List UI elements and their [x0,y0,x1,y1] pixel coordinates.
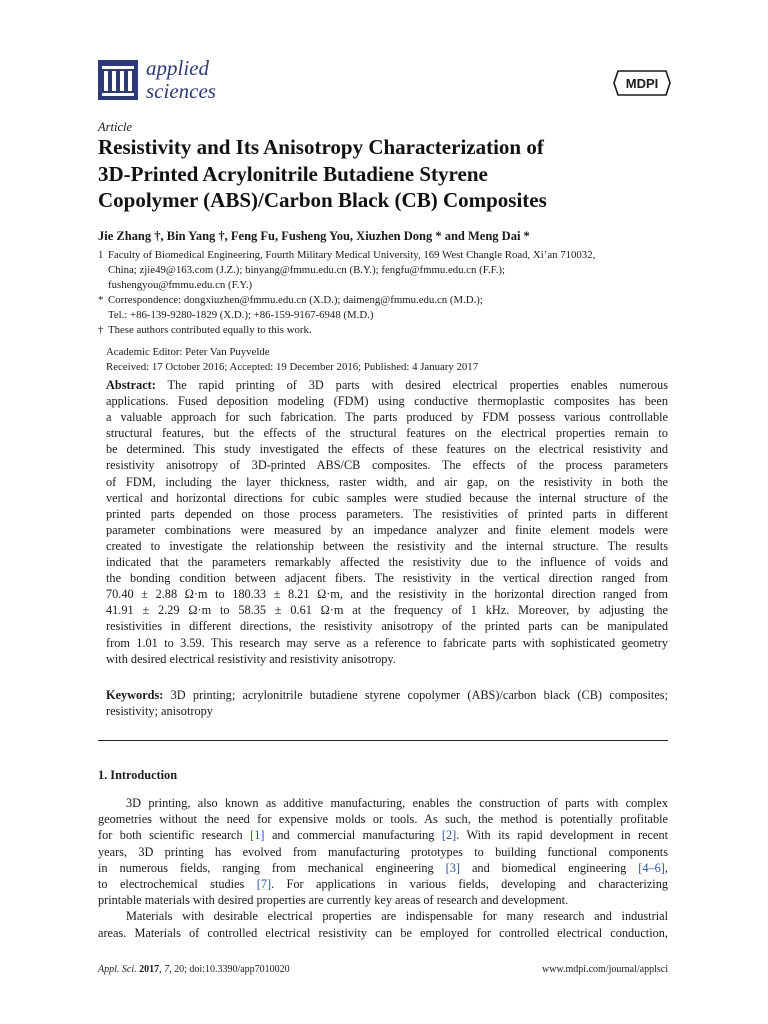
title-line: Resistivity and Its Anisotropy Characterization of [98,135,544,159]
abstract-line: from 1.01 to 3.59. This research may serve as a reference to fabricate parts with sophisticated geometry [106,635,668,650]
mdpi-logo-text: MDPI [625,76,659,91]
affiliation-line: fushengyou@fmmu.edu.cn (F.Y.) [108,279,253,291]
paragraph-line: printable materials with desired properties are currently key areas of research and development. [98,893,569,908]
abstract-line: the bonding condition between adjacent fibers. The resistivity in the vertical direction ranged from [106,571,668,586]
building-icon [98,60,138,100]
abstract [106,377,668,667]
text-run: for both scientific research [98,828,251,843]
abstract-line: 70.40 ± 2.88 Ω·m to 180.33 ± 8.21 Ω·m, and the resistivity in the horizontal direction ranged from [106,587,668,602]
abstract-line: parameter combinations were measured by an impedance analyzer and finite element models were [106,522,668,537]
journal-name-line2: sciences [146,79,216,103]
keywords-label: Keywords: [106,688,164,702]
text-run: to electrochemical studies [98,877,257,892]
introduction-body [98,795,668,941]
dagger-mark: † [98,324,104,336]
text-run: and biomedical engineering [460,860,639,875]
affiliation-1 [98,248,678,293]
paragraph-line: Materials with desirable electrical properties are indispensable for many research and industrial [126,909,668,924]
mdpi-logo-mark [612,69,672,97]
publication-dates: Received: 17 October 2016; Accepted: 19 December 2016; Published: 4 January 2017 [106,361,479,373]
abstract-line [106,377,668,393]
text-run: , [664,860,668,875]
citation-link[interactable]: [4–6] [638,860,665,875]
journal-abbrev: Appl. Sci. [98,964,137,975]
paragraph-line: areas. Materials of controlled electrical resistivity can be employed for controlled electrical conduction, [98,925,668,940]
title-line: 3D-Printed Acrylonitrile Butadiene Styrene [98,161,488,186]
abstract-line: vertical and horizontal directions for cubic samples were studied because the internal structure of the [106,490,668,505]
paragraph-line [98,827,668,843]
paragraph-line [98,860,668,876]
paragraph-line: years, 3D printing has evolved from manufacturing prototypes to building functional components [98,844,668,859]
keywords [106,687,668,719]
footer-doi: , 20; doi:10.3390/app7010020 [169,964,290,975]
section-divider [98,740,668,741]
citation-link[interactable]: [7] [256,877,272,892]
correspondence [98,293,678,323]
academic-editor: Academic Editor: Peter Van Puyvelde [106,346,270,358]
abstract-line: a valuable approach for such fabrication. The parts produced by FDM possess various controllable [106,410,668,425]
text-run: . For applications in various fields, developing and characterizing [271,877,668,892]
affiliation-number: 1 [98,249,104,261]
journal-logo[interactable] [98,57,248,107]
citation-link[interactable]: [2] [441,828,457,843]
paragraph-line: geometries without the need for expensive molds or tools. As such, the method is potentially profitable [98,812,668,827]
text-run: in numerous fields, ranging from mechanical engineering [98,860,446,875]
publisher-logo[interactable] [612,69,672,97]
footer-citation: Appl. Sci. 2017, 7, 20; doi:10.3390/app7010020 [98,964,290,975]
section-heading: 1. Introduction [98,768,178,782]
journal-name [146,57,216,103]
abstract-line: of FDM, including the layer thickness, raster width, and air gap, on the resistivity in both the [106,474,668,489]
abstract-line: structural features, but the effects of the structural features on the electrical properties remain to [106,426,668,441]
footer-volume: 7 [164,964,170,975]
abstract-line: 41.91 ± 2.29 Ω·m to 58.35 ± 0.61 Ω·m at the frequency of 1 kHz. Moreover, by adjusting the [106,603,668,618]
abstract-text: The rapid printing of 3D parts with desired electrical properties enables numerous [167,378,668,392]
keywords-text: 3D printing; acrylonitrile butadiene styrene copolymer (ABS)/carbon black (CB) composites; [170,688,668,702]
keywords-line: resistivity; anisotropy [106,704,213,719]
affiliations [98,248,678,338]
correspondence-line: Tel.: +86-139-9280-1829 (X.D.); +86-159-9167-6948 (M.D.) [108,309,374,321]
abstract-label: Abstract: [106,378,156,392]
author-list: Jie Zhang †, Bin Yang †, Feng Fu, Fusheng You, Xiuzhen Dong * and Meng Dai * [98,229,530,243]
affiliation-line: China; zjie49@163.com (J.Z.); binyang@fmmu.edu.cn (B.Y.); fengfu@fmmu.edu.cn (F.F.); [108,264,506,276]
text-run: and commercial manufacturing [264,828,442,843]
abstract-line: indicated that the parameters remarkably affected the resistivity due to the influence of voids and [106,555,668,570]
citation-link[interactable]: [3] [445,860,460,875]
paragraph-line [98,876,668,892]
keywords-line [106,687,668,703]
correspondence-mark: * [98,294,104,306]
paragraph-line: 3D printing, also known as additive manufacturing, enables the construction of parts with complex [126,796,668,810]
footer-url[interactable]: www.mdpi.com/journal/applsci [542,964,668,975]
footer-year: 2017 [139,964,160,975]
equal-contribution-text: These authors contributed equally to this work. [108,324,312,336]
editorial-info [106,345,478,375]
affiliation-line: Faculty of Biomedical Engineering, Fourth Military Medical University, 169 West Changle Road, Xi’an 710032, [108,249,596,261]
journal-name-line1: applied [146,56,209,80]
abstract-line: with desired electrical resistivity and resistivity anisotropy. [106,651,396,666]
abstract-line: resistivity anisotropy of 3D-printed ABS/CB composites. The effects of the process parameters [106,458,668,473]
abstract-line: applications. Fused deposition modeling (FDM) using conductive thermoplastic composites has been [106,394,668,409]
citation-link[interactable]: [1] [250,828,265,843]
abstract-line: printed parts depended on those process parameters. The resistivities of printed parts in different [106,506,668,521]
text-run: . With its rapid development in recent [456,828,669,843]
title-line: Copolymer (ABS)/Carbon Black (CB) Composites [98,188,547,212]
abstract-line: be determined. This study investigated the effects of these features on the electrical resistivity and [106,442,668,457]
correspondence-line: Correspondence: dongxiuzhen@fmmu.edu.cn (X.D.); daimeng@fmmu.edu.cn (M.D.); [108,294,483,306]
article-type: Article [98,120,133,134]
article-title [98,134,678,214]
abstract-line: created to investigate the relationship between the resistivity and the internal structure. The results [106,538,668,553]
equal-contribution-note [98,323,678,338]
abstract-line: resistivities in different directions, the resistivity anisotropy of the printed parts can be manipulated [106,619,668,634]
